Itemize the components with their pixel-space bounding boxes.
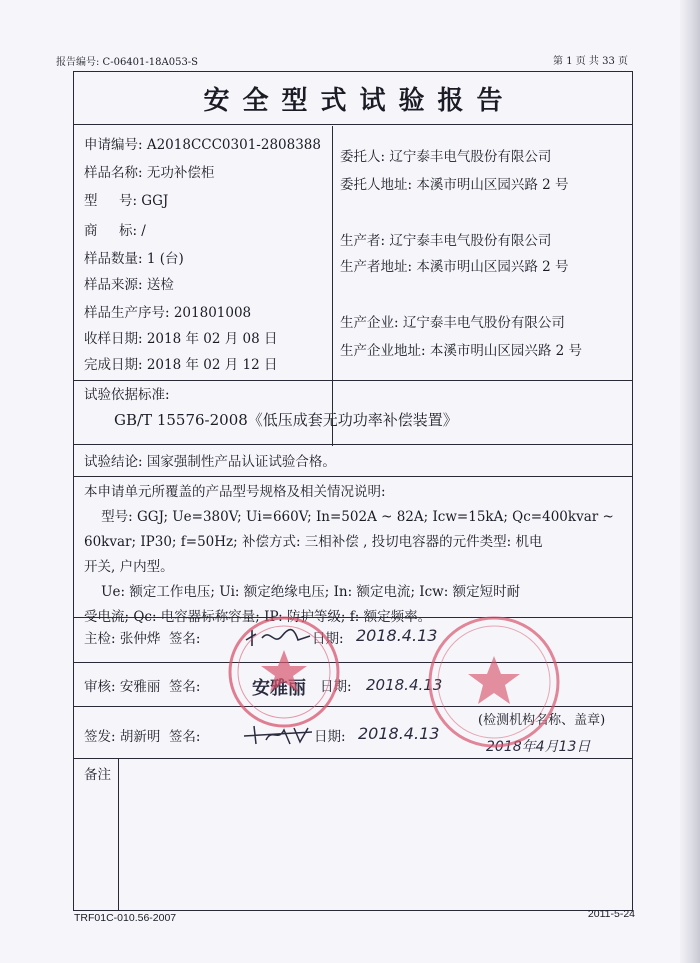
lab-seal-stamp — [224, 612, 344, 732]
institution-seal-stamp — [424, 612, 564, 752]
received-date: 收样日期: 2018 年 02 月 08 日 — [84, 331, 278, 347]
sample-source: 样品来源: 送检 — [84, 277, 174, 293]
producer: 生产者: 辽宁泰丰电气股份有限公司 — [340, 233, 552, 249]
reviewer-date-label: 日期: — [320, 679, 352, 695]
approver-label: 签发: 胡新明 签名: — [84, 729, 201, 745]
page-indicator: 第 1 页 共 33 页 — [553, 56, 628, 67]
client-address: 委托人地址: 本溪市明山区园兴路 2 号 — [340, 177, 569, 193]
stamp-note: (检测机构名称、盖章) — [478, 713, 606, 728]
title-bar — [74, 72, 632, 125]
scope-description — [84, 480, 629, 630]
scope-line-2: 型号: GGJ; Ue=380V; Ui=660V; In=502A ~ 82A; Icw=15kA; Qc=400kvar ~ — [84, 509, 614, 525]
scope-line-1: 本申请单元所覆盖的产品型号规格及相关情况说明: — [84, 484, 386, 500]
test-standard: GB/T 15576-2008《低压成套无功功率补偿装置》 — [114, 411, 458, 429]
scope-line-5: Ue: 额定工作电压; Ui: 额定绝缘电压; In: 额定电流; Icw: 额定短时耐 — [84, 584, 521, 600]
report-title: 安全型式试验报告 — [203, 85, 516, 116]
reviewer-signature: 安雅丽 — [252, 678, 306, 699]
remarks-label: 备注 — [84, 767, 111, 783]
reviewer-date: 2018.4.13 — [366, 676, 443, 694]
divider-scope — [74, 476, 632, 477]
page-binding-edge — [680, 0, 700, 963]
client: 委托人: 辽宁泰丰电气股份有限公司 — [340, 149, 552, 165]
inspector-date-label: 日期: — [312, 631, 344, 647]
divider-basis — [74, 380, 632, 381]
application-number: 申请编号: A2018CCC0301-2808388 — [84, 137, 321, 153]
report-frame — [73, 71, 633, 911]
divider-conclusion — [74, 444, 632, 445]
manufacturer: 生产企业: 辽宁泰丰电气股份有限公司 — [340, 315, 565, 331]
producer-address: 生产者地址: 本溪市明山区园兴路 2 号 — [340, 259, 569, 275]
divider-remarks — [74, 758, 632, 759]
stamp-date: 2018年4月13日 — [486, 739, 591, 755]
report-number: 报告编号: C-06401-18A053-S — [56, 57, 199, 68]
basis-label: 试验依据标准: — [84, 387, 170, 403]
manufacturer-address: 生产企业地址: 本溪市明山区园兴路 2 号 — [340, 343, 583, 359]
scope-line-3: 60kvar; IP30; f=50Hz; 补偿方式: 三相补偿 , 投切电容器的元件类型: 机电 — [84, 534, 543, 550]
inspector-label: 主检: 张仲烨 签名: — [84, 631, 201, 647]
sample-name: 样品名称: 无功补偿柜 — [84, 165, 215, 181]
info-divider — [332, 126, 333, 446]
approver-date: 2018.4.13 — [358, 724, 440, 743]
scope-line-4: 开关, 户内型。 — [84, 559, 174, 575]
remarks-divider — [118, 758, 119, 910]
test-conclusion: 试验结论: 国家强制性产品认证试验合格。 — [84, 454, 336, 470]
sample-trademark: 商 标: / — [84, 223, 146, 239]
scope-line-6: 受电流; Qc: 电容器标称容量; IP: 防护等级; f: 额定频率。 — [84, 609, 432, 625]
completed-date: 完成日期: 2018 年 02 月 12 日 — [84, 357, 278, 373]
inspector-date: 2018.4.13 — [356, 626, 438, 645]
form-number: TRF01C-010.56-2007 — [74, 912, 177, 924]
sample-model: 型 号: GGJ — [84, 193, 169, 209]
sample-serial: 样品生产序号: 201801008 — [84, 305, 252, 321]
approver-date-label: 日期: — [314, 729, 346, 745]
form-date: 2011-5-24 — [587, 908, 635, 920]
reviewer-label: 审核: 安雅丽 签名: — [84, 679, 201, 695]
sample-quantity: 样品数量: 1 (台) — [84, 251, 184, 267]
